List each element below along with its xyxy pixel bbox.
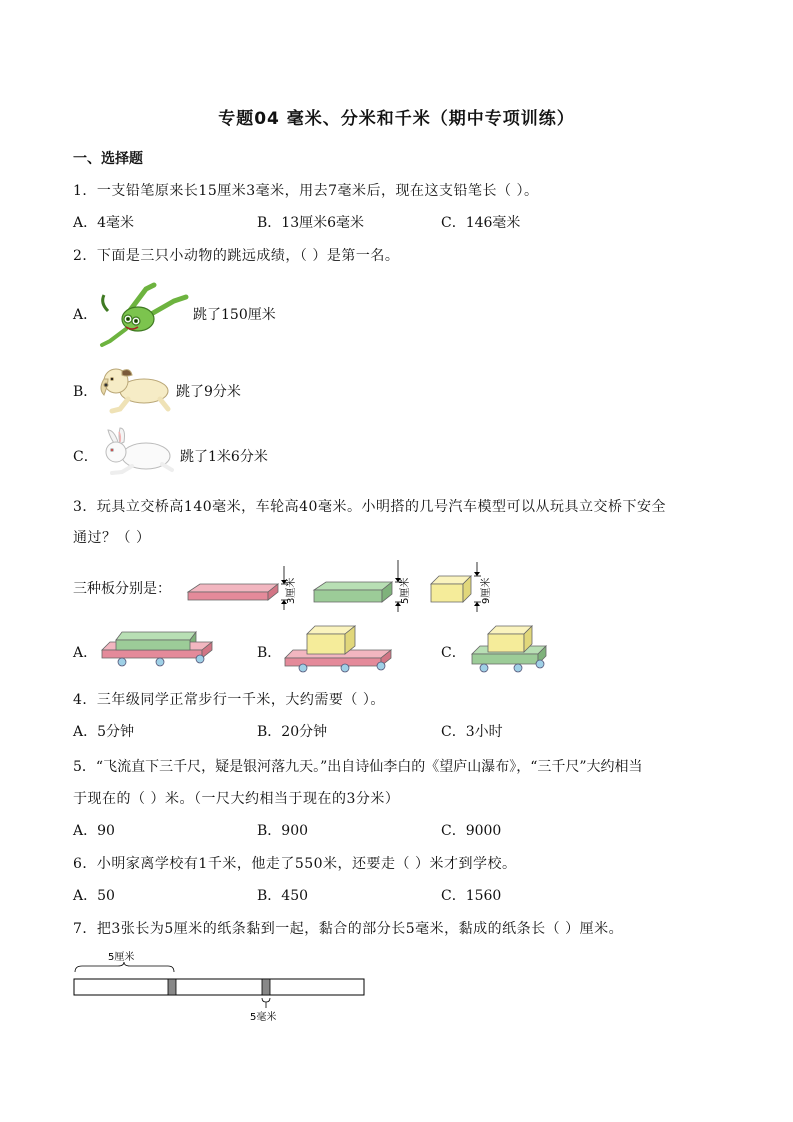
board-height-1: 3厘米 bbox=[286, 577, 297, 604]
q4-option-c[interactable]: C．3小时 bbox=[441, 724, 503, 740]
q2-option-c-label[interactable]: C． bbox=[73, 449, 98, 465]
page-title: 专题04 毫米、分米和千米（期中专项训练） bbox=[218, 109, 575, 129]
board-height-2: 5厘米 bbox=[400, 577, 411, 604]
q5-option-a[interactable]: A．90 bbox=[73, 823, 115, 839]
question-5-line-1: 5．“飞流直下三千尺，疑是银河落九天。”出自诗仙李白的《望庐山瀑布》，“三千尺”大约相当 bbox=[73, 759, 643, 775]
q2-option-a-label[interactable]: A． bbox=[73, 307, 98, 323]
q6-option-c[interactable]: C．1560 bbox=[441, 888, 502, 904]
q1-option-c[interactable]: C．146毫米 bbox=[441, 215, 521, 231]
board-height-3: 9厘米 bbox=[481, 577, 492, 604]
q6-option-b[interactable]: B．450 bbox=[257, 888, 309, 904]
q3-option-b[interactable]: B． bbox=[257, 645, 282, 661]
question-3-line-1: 3．玩具立交桥高140毫米，车轮高40毫米。小明搭的几号汽车模型可以从玩具立交桥下安全 bbox=[73, 499, 666, 515]
car-model-b bbox=[283, 624, 395, 670]
q4-option-a[interactable]: A．5分钟 bbox=[73, 724, 135, 740]
boards-label: 三种板分别是： bbox=[73, 581, 171, 597]
paper-strip-diagram bbox=[70, 946, 370, 1026]
overlap-length-label: 5毫米 bbox=[250, 1012, 277, 1023]
frog-icon bbox=[98, 283, 190, 347]
question-2: 2．下面是三只小动物的跳远成绩，（ ）是第一名。 bbox=[73, 248, 400, 264]
q1-option-a[interactable]: A．4毫米 bbox=[73, 215, 135, 231]
yellow-board bbox=[425, 560, 515, 612]
car-model-c bbox=[470, 624, 550, 670]
q1-option-b[interactable]: B．13厘米6毫米 bbox=[257, 215, 365, 231]
question-1: 1．一支铅笔原来长15厘米3毫米，用去7毫米后，现在这支铅笔长（ ）。 bbox=[73, 183, 539, 199]
q5-option-b[interactable]: B．900 bbox=[257, 823, 309, 839]
question-5-line-2: 于现在的（ ）米。（一尺大约相当于现在的3分米） bbox=[73, 791, 400, 807]
q3-option-a[interactable]: A． bbox=[73, 645, 98, 661]
question-6: 6．小明家离学校有1千米，他走了550米，还要走（ ）米才到学校。 bbox=[73, 856, 517, 872]
q2-option-c-caption: 跳了1米6分米 bbox=[180, 449, 268, 465]
green-board bbox=[308, 556, 428, 612]
question-7: 7．把3张长为5厘米的纸条黏到一起，黏合的部分长5毫米，黏成的纸条长（ ）厘米。 bbox=[73, 921, 624, 937]
q3-option-c[interactable]: C． bbox=[441, 645, 466, 661]
rabbit-icon bbox=[98, 428, 178, 476]
question-3-line-2: 通过？（ ） bbox=[73, 530, 151, 546]
q2-option-b-label[interactable]: B． bbox=[73, 384, 98, 400]
section-heading: 一、选择题 bbox=[73, 151, 143, 167]
question-4: 4．三年级同学正常步行一千米，大约需要（ ）。 bbox=[73, 692, 385, 708]
q6-option-a[interactable]: A．50 bbox=[73, 888, 115, 904]
q2-option-b-caption: 跳了9分米 bbox=[176, 384, 241, 400]
q5-option-c[interactable]: C．9000 bbox=[441, 823, 502, 839]
strip-length-label: 5厘米 bbox=[108, 952, 135, 963]
q2-option-a-caption: 跳了150厘米 bbox=[193, 307, 276, 323]
car-model-a bbox=[100, 626, 215, 670]
pink-board bbox=[180, 560, 310, 612]
q4-option-b[interactable]: B．20分钟 bbox=[257, 724, 328, 740]
dog-icon bbox=[98, 365, 172, 413]
